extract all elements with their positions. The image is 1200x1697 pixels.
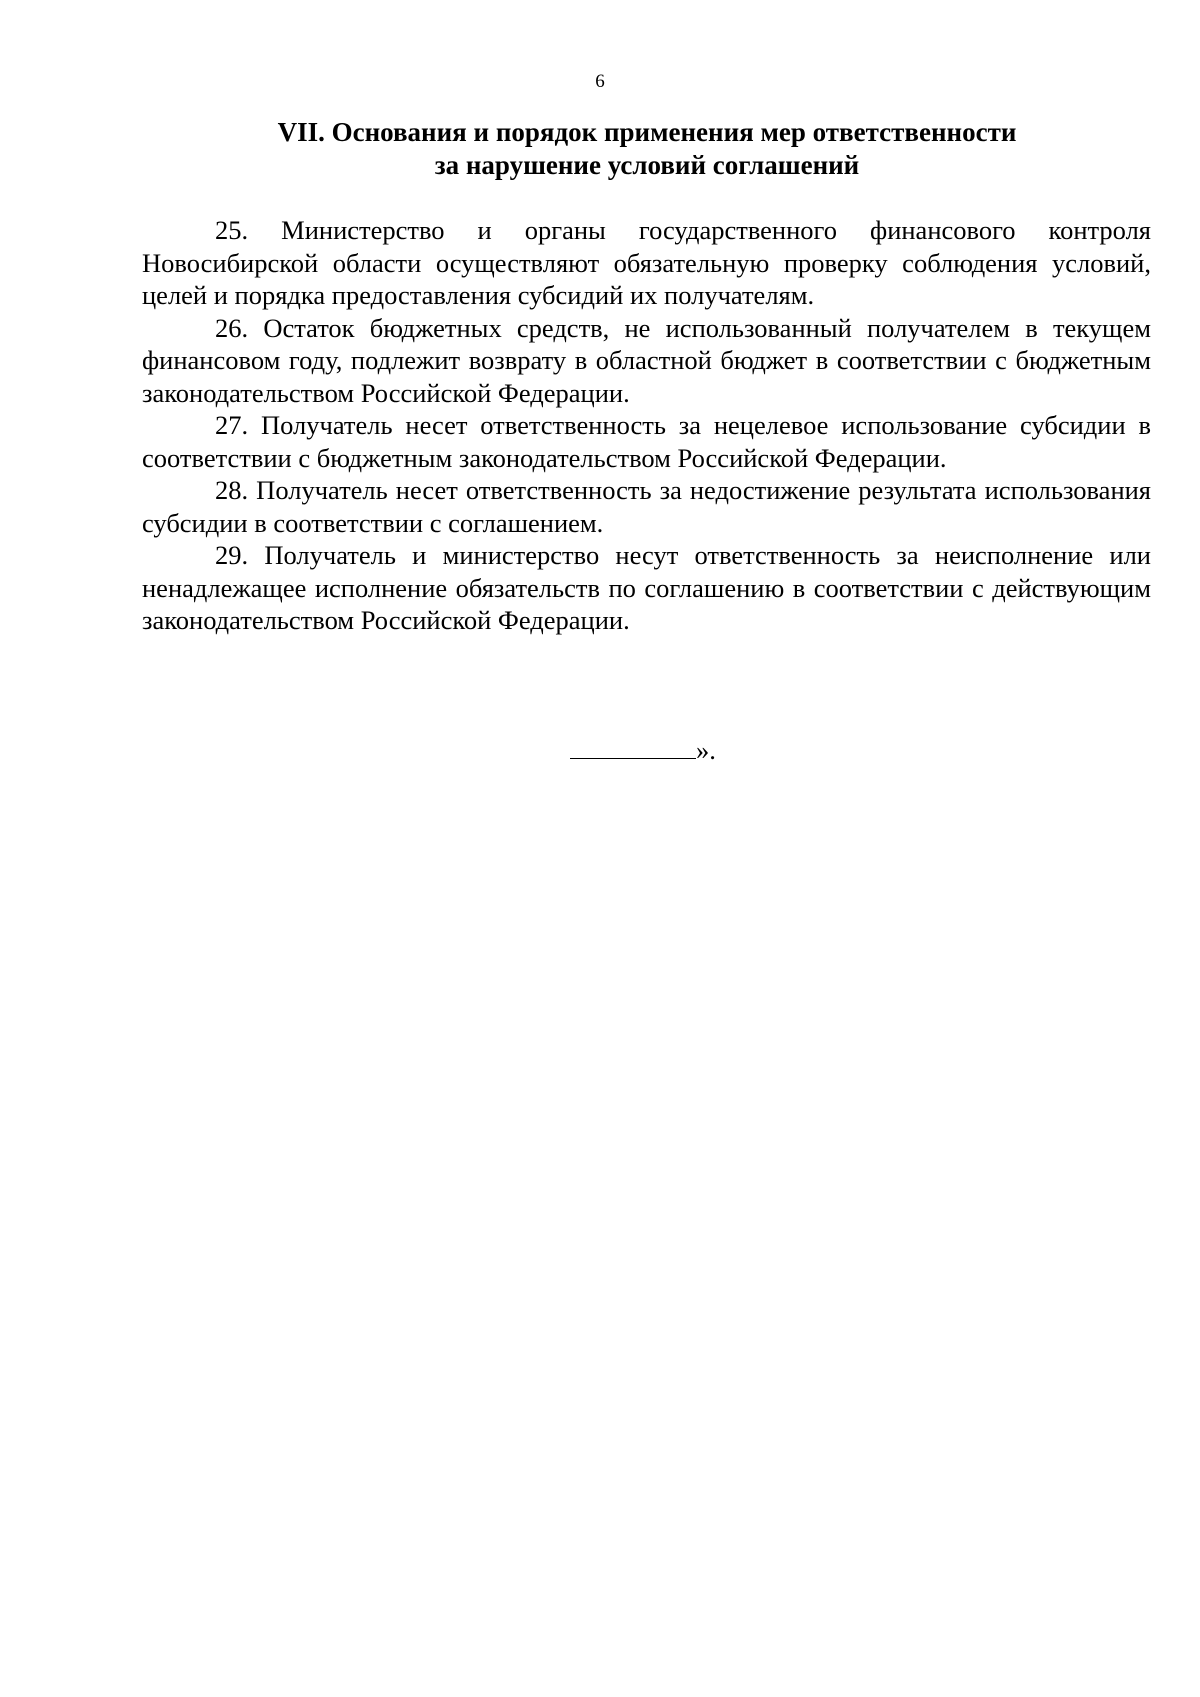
- closing-quote-mark: ».: [696, 735, 716, 765]
- section-title: [140, 116, 1154, 182]
- section-title-line-2: за нарушение условий соглашений: [434, 150, 860, 180]
- section-title-line-1: VII. Основания и порядок применения мер ответственности: [277, 117, 1017, 147]
- paragraph-25: 25. Министерство и органы государственного финансового контроля Новосибирской области осуществляют обязательную проверку соблюдения условий, целей и порядка предоставления субсидий их получателям.: [142, 215, 1151, 310]
- paragraph-29: 29. Получатель и министерство несут ответственность за неисполнение или ненадлежащее исполнение обязательств по соглашению в соответствии с действующим законодательством Российской Федерации.: [142, 540, 1151, 635]
- closing-line: [570, 734, 716, 766]
- paragraph-26: 26. Остаток бюджетных средств, не использованный получателем в текущем финансовом году, подлежит возврату в областной бюджет в соответствии с бюджетным законодательством Российской Федерации.: [142, 312, 1151, 408]
- paragraph-28: 28. Получатель несет ответственность за недостижение результата использования субсидии в соответствии с соглашением.: [142, 475, 1151, 538]
- page-number: 6: [595, 71, 605, 92]
- paragraph-27: 27. Получатель несет ответственность за нецелевое использование субсидии в соответствии с бюджетным законодательством Российской Федерации.: [142, 410, 1151, 473]
- section-body: [142, 214, 1151, 637]
- closing-underline: [570, 734, 696, 759]
